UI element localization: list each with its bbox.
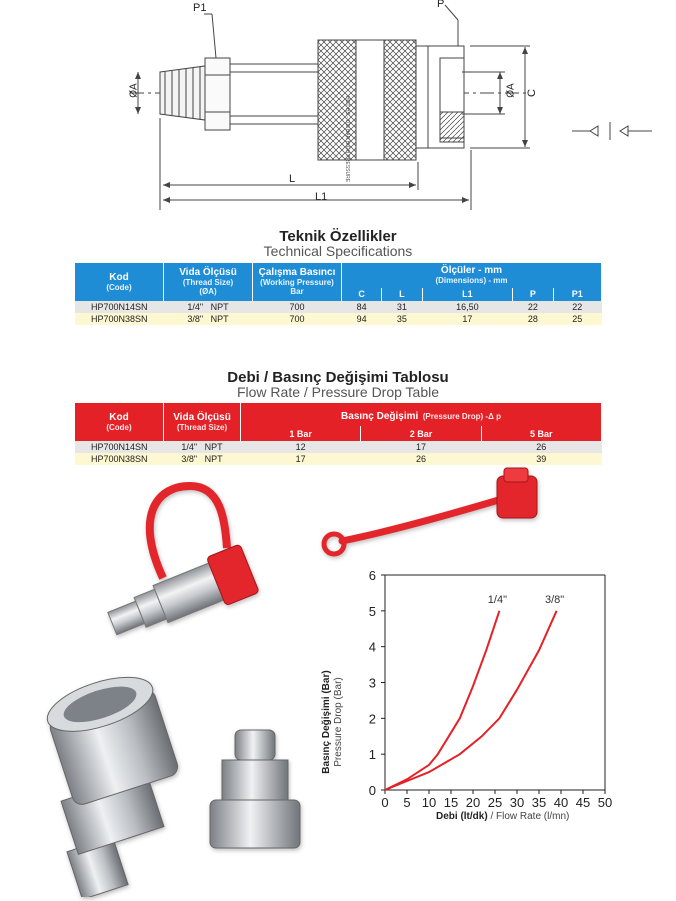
- hdr-2bar: 2 Bar: [361, 426, 481, 441]
- label-p1: P1: [193, 2, 207, 14]
- technical-drawing: [0, 0, 676, 215]
- x-tick-label: 45: [575, 795, 591, 810]
- flow-table: [75, 403, 602, 465]
- y-axis-label: [321, 657, 345, 787]
- label-l: L: [289, 173, 296, 185]
- series-label: 1/4": [487, 593, 508, 606]
- hdr-p: P: [513, 288, 553, 301]
- hdr-5bar: 5 Bar: [481, 426, 601, 441]
- cell-thread: [164, 313, 253, 325]
- cell-l1: 16,50: [422, 301, 513, 313]
- x-axis-label-tr: Debi (lt/dk): [436, 811, 488, 822]
- x-tick-label: 0: [381, 795, 389, 810]
- hdr-pressure: Çalışma Basıncı: [258, 267, 336, 278]
- cell-code: HP700N38SN: [75, 313, 164, 325]
- hdr-c: C: [342, 288, 382, 301]
- table-row: [75, 453, 602, 465]
- cell-1bar: 17: [241, 453, 361, 465]
- coupler-with-cap-photo: [95, 478, 295, 648]
- cell-1bar: 12: [241, 441, 361, 453]
- cell-thread: [164, 453, 241, 465]
- cell-2bar: 26: [361, 453, 481, 465]
- label-l1: L1: [315, 191, 328, 203]
- cell-code: HP700N14SN: [75, 441, 164, 453]
- cell-c: 84: [342, 301, 382, 313]
- table-row: [75, 313, 602, 325]
- cell-code: HP700N14SN: [75, 301, 164, 313]
- female-coupler-photo: [30, 662, 200, 897]
- series-line: [385, 611, 557, 790]
- cell-l: 31: [382, 301, 422, 313]
- cell-5bar: 39: [481, 453, 601, 465]
- series-label: 3/8": [544, 593, 565, 606]
- hdr-code: Kod: [109, 271, 129, 283]
- thread-type: NPT: [210, 314, 229, 324]
- thread-size: 3/8": [181, 454, 198, 464]
- thread-size: 1/4": [181, 442, 198, 452]
- hdr-dims: Ölçüler - mm: [440, 264, 503, 276]
- x-tick-label: 25: [487, 795, 503, 810]
- y-tick-label: 5: [368, 603, 376, 619]
- hdr-pressure-en: (Working Pressure): [260, 278, 334, 287]
- hdr-pressure-unit: Bar: [290, 287, 304, 296]
- label-c: C: [525, 89, 538, 97]
- hdr-thread-unit: (ØA): [199, 287, 217, 296]
- coupler-symbol-icon: [572, 122, 652, 140]
- cell-l: 35: [382, 313, 422, 325]
- x-tick-label: 15: [443, 795, 459, 810]
- tech-title-en: Technical Specifications: [263, 243, 413, 259]
- hdr-dims-en: (Dimensions) - mm: [435, 275, 508, 285]
- cell-pressure: 700: [253, 301, 342, 313]
- cell-p: 22: [513, 301, 553, 313]
- hdr-code-en: (Code): [106, 422, 132, 432]
- y-tick-label: 3: [368, 675, 376, 691]
- hdr-code-en: (Code): [106, 282, 132, 292]
- tech-spec-table: [75, 263, 602, 325]
- y-axis-label-en: Pressure Drop (Bar): [333, 677, 344, 767]
- x-tick-label: 20: [465, 795, 481, 810]
- label-oa-left: ØA: [128, 83, 140, 98]
- hdr-thread: Vida Ölçüsü: [179, 267, 237, 278]
- cell-p1: 22: [553, 301, 601, 313]
- hdr-1bar: 1 Bar: [241, 426, 361, 441]
- hdr-l1: L1: [422, 288, 513, 301]
- table-row: [75, 301, 602, 313]
- tech-title-tr: Teknik Özellikler: [279, 228, 397, 245]
- cell-p: 28: [513, 313, 553, 325]
- male-nipple-photo: [200, 725, 310, 855]
- hdr-l: L: [382, 288, 422, 301]
- flow-chart: [330, 560, 630, 830]
- hdr-drop: Basınç Değişimi: [341, 410, 419, 422]
- x-tick-label: 30: [509, 795, 525, 810]
- hdr-drop-en: (Pressure Drop) -Δ p: [422, 411, 501, 421]
- cell-c: 94: [342, 313, 382, 325]
- y-tick-label: 1: [368, 747, 376, 763]
- hdr-thread: Vida Ölçüsü: [173, 411, 231, 423]
- thread-type: NPT: [204, 454, 223, 464]
- thread-size: 3/8": [187, 314, 204, 324]
- x-axis-label-en: / Flow Rate (l/mn): [490, 811, 570, 822]
- y-tick-label: 0: [368, 783, 376, 798]
- x-tick-label: 50: [597, 795, 613, 810]
- y-tick-label: 4: [368, 639, 376, 655]
- x-tick-label: 40: [553, 795, 569, 810]
- y-tick-label: 2: [368, 711, 376, 727]
- cell-5bar: 26: [481, 441, 601, 453]
- thread-type: NPT: [204, 442, 223, 452]
- hdr-thread-en: (Thread Size): [182, 278, 234, 287]
- hdr-thread-en: (Thread Size): [176, 422, 228, 432]
- dust-cap-photo: [312, 466, 552, 566]
- x-axis-label: [436, 811, 569, 822]
- flow-title-tr: Debi / Basınç Değişimi Tablosu: [227, 369, 449, 386]
- cell-pressure: 700: [253, 313, 342, 325]
- label-oa-right: ØA: [505, 83, 517, 98]
- thread-size: 1/4": [187, 302, 204, 312]
- x-tick-label: 5: [403, 795, 411, 810]
- series-line: [385, 611, 499, 790]
- flow-title-en: Flow Rate / Pressure Drop Table: [236, 384, 440, 400]
- cell-thread: [164, 301, 253, 313]
- hdr-code: Kod: [109, 411, 129, 423]
- cell-thread: [164, 441, 241, 453]
- label-p: P: [437, 0, 445, 10]
- table-row: [75, 441, 602, 453]
- y-tick-label: 6: [368, 568, 376, 583]
- x-tick-label: 35: [531, 795, 547, 810]
- cell-l1: 17: [422, 313, 513, 325]
- cell-p1: 25: [553, 313, 601, 325]
- thread-type: NPT: [210, 302, 229, 312]
- cell-code: HP700N38SN: [75, 453, 164, 465]
- cell-2bar: 17: [361, 441, 481, 453]
- y-axis-label-tr: Basınç Değişimi (Bar): [321, 670, 332, 774]
- hdr-p1: P1: [553, 288, 601, 301]
- engraving-text: HOT HS - 700 BAR HIGH PRESSURE: [344, 96, 350, 183]
- x-tick-label: 10: [421, 795, 437, 810]
